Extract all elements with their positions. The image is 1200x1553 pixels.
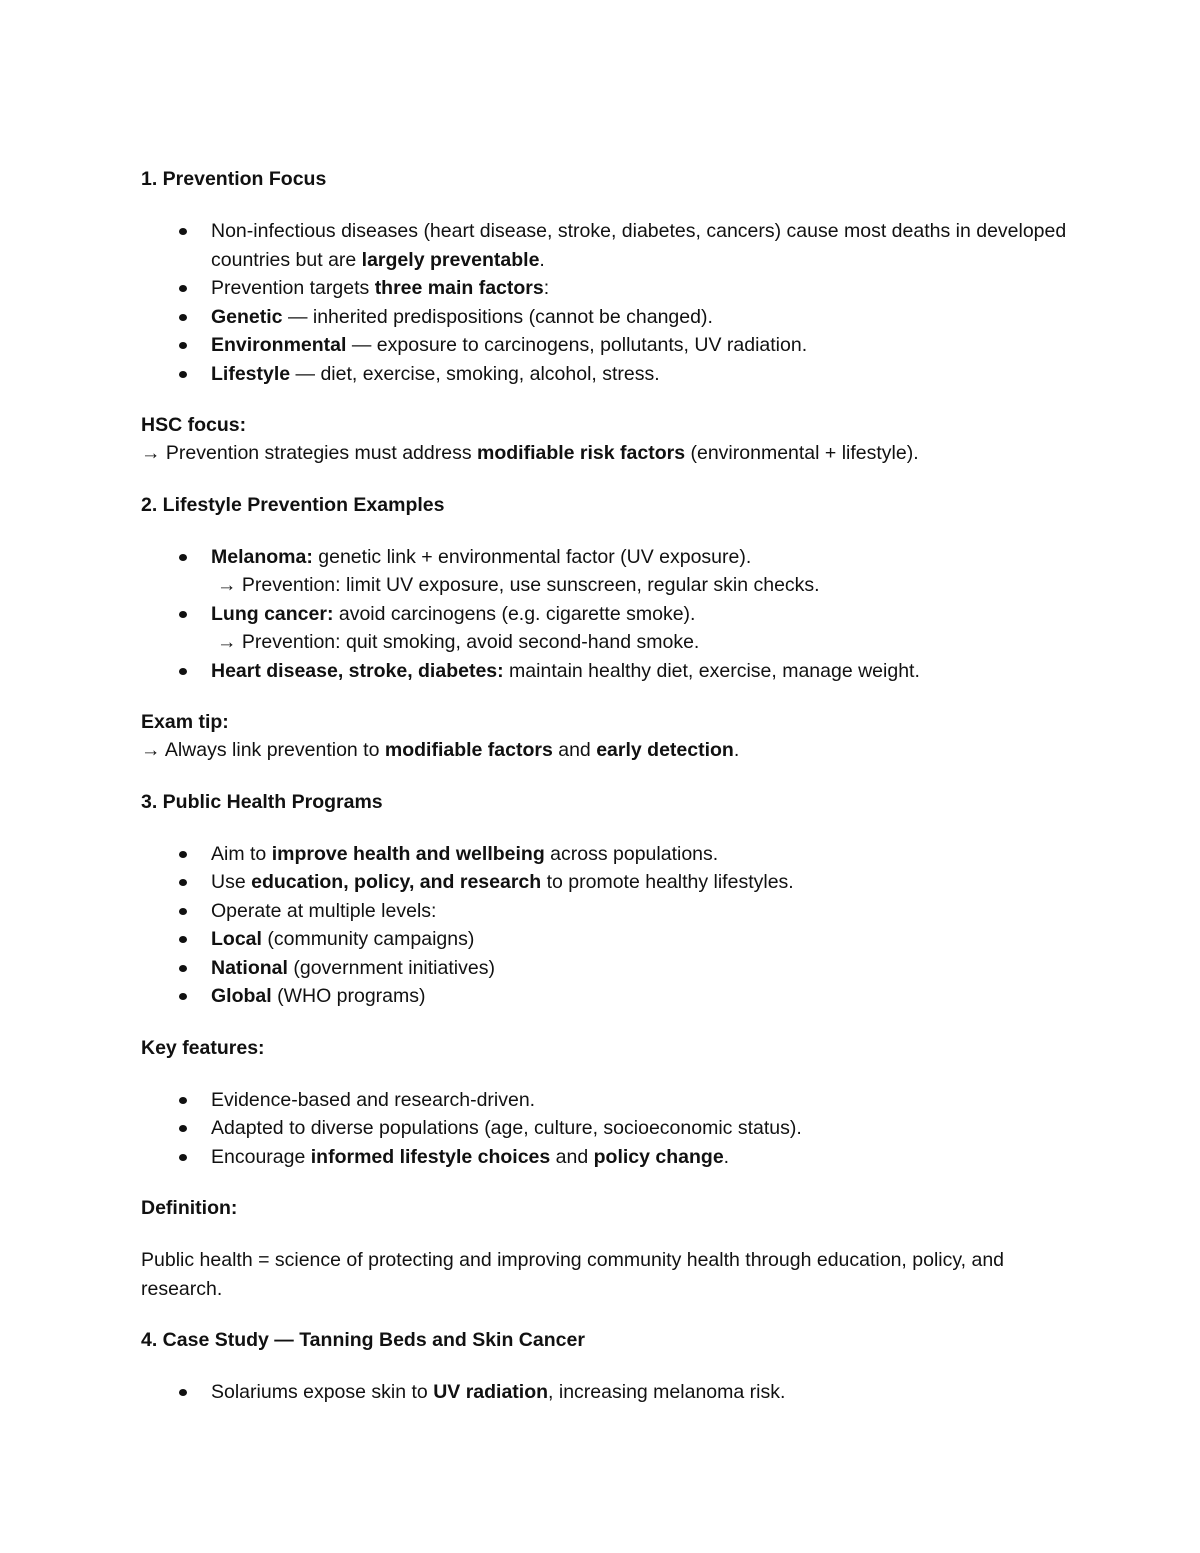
list-item: Global (WHO programs) bbox=[141, 982, 1071, 1011]
bullet-icon bbox=[179, 371, 187, 378]
list-item: Evidence-based and research-driven. bbox=[141, 1086, 1071, 1115]
bullet-icon bbox=[179, 228, 187, 235]
bullet-icon bbox=[179, 965, 187, 972]
case-study-list bbox=[141, 1378, 1071, 1407]
list-item: Lifestyle — diet, exercise, smoking, alcohol, stress. bbox=[141, 360, 1071, 389]
bullet-icon bbox=[179, 285, 187, 292]
list-item: Non-infectious diseases (heart disease, stroke, diabetes, cancers) cause most deaths in developed countries but are largely preventable. bbox=[141, 217, 1071, 274]
key-features-label: Key features: bbox=[141, 1036, 265, 1059]
list-item: National (government initiatives) bbox=[141, 954, 1071, 983]
bullet-icon bbox=[179, 1125, 187, 1132]
bullet-icon bbox=[179, 1154, 187, 1161]
bullet-icon bbox=[179, 936, 187, 943]
section-1-heading: 1. Prevention Focus bbox=[141, 168, 327, 190]
hsc-focus-label: HSC focus: bbox=[141, 414, 247, 436]
list-item: Heart disease, stroke, diabetes: maintain healthy diet, exercise, manage weight. bbox=[141, 657, 1071, 686]
hsc-focus-text: → Prevention strategies must address modifiable risk factors (environmental + lifestyle). bbox=[141, 442, 919, 464]
bullet-icon bbox=[179, 611, 187, 618]
section-2-heading: 2. Lifestyle Prevention Examples bbox=[141, 493, 445, 516]
bullet-icon bbox=[179, 554, 187, 561]
bullet-icon bbox=[179, 314, 187, 321]
list-item: Encourage informed lifestyle choices and policy change. bbox=[141, 1143, 1071, 1172]
section-4-heading: 4. Case Study — Tanning Beds and Skin Cancer bbox=[141, 1329, 585, 1351]
bullet-icon bbox=[179, 879, 187, 886]
list-item: Aim to improve health and wellbeing across populations. bbox=[141, 840, 1071, 869]
section-3-heading: 3. Public Health Programs bbox=[141, 790, 383, 813]
list-item: Local (community campaigns) bbox=[141, 925, 1071, 954]
definition-label: Definition: bbox=[141, 1197, 238, 1219]
list-item: Use education, policy, and research to promote healthy lifestyles. bbox=[141, 868, 1071, 897]
bullet-icon bbox=[179, 668, 187, 675]
public-health-programs-list bbox=[141, 840, 1071, 1011]
bullet-icon bbox=[179, 342, 187, 349]
bullet-icon bbox=[179, 1097, 187, 1104]
bullet-icon bbox=[179, 993, 187, 1000]
definition-text: Public health = science of protecting and improving community health through education, policy, and research. bbox=[141, 1249, 1005, 1300]
bullet-icon bbox=[179, 851, 187, 858]
list-item: Adapted to diverse populations (age, culture, socioeconomic status). bbox=[141, 1114, 1071, 1143]
key-features-list bbox=[141, 1086, 1071, 1172]
list-item: Melanoma: genetic link + environmental factor (UV exposure). → Prevention: limit UV exposure, use sunscreen, regular skin checks. bbox=[141, 543, 1071, 600]
list-item: Solariums expose skin to UV radiation, increasing melanoma risk. bbox=[141, 1378, 1071, 1407]
exam-tip-label: Exam tip: bbox=[141, 711, 229, 733]
list-item: Operate at multiple levels: bbox=[141, 897, 1071, 926]
lifestyle-examples-list bbox=[141, 543, 1071, 686]
prevention-focus-list bbox=[141, 217, 1071, 388]
list-item: Genetic — inherited predispositions (cannot be changed). bbox=[141, 303, 1071, 332]
bullet-icon bbox=[179, 908, 187, 915]
list-item: Lung cancer: avoid carcinogens (e.g. cigarette smoke). → Prevention: quit smoking, avoid second-hand smoke. bbox=[141, 600, 1071, 657]
exam-tip-text: → Always link prevention to modifiable factors and early detection. bbox=[141, 739, 740, 761]
list-item: Environmental — exposure to carcinogens, pollutants, UV radiation. bbox=[141, 331, 1071, 360]
document-page bbox=[141, 165, 1071, 1407]
bullet-icon bbox=[179, 1389, 187, 1396]
list-item: Prevention targets three main factors: bbox=[141, 274, 1071, 303]
